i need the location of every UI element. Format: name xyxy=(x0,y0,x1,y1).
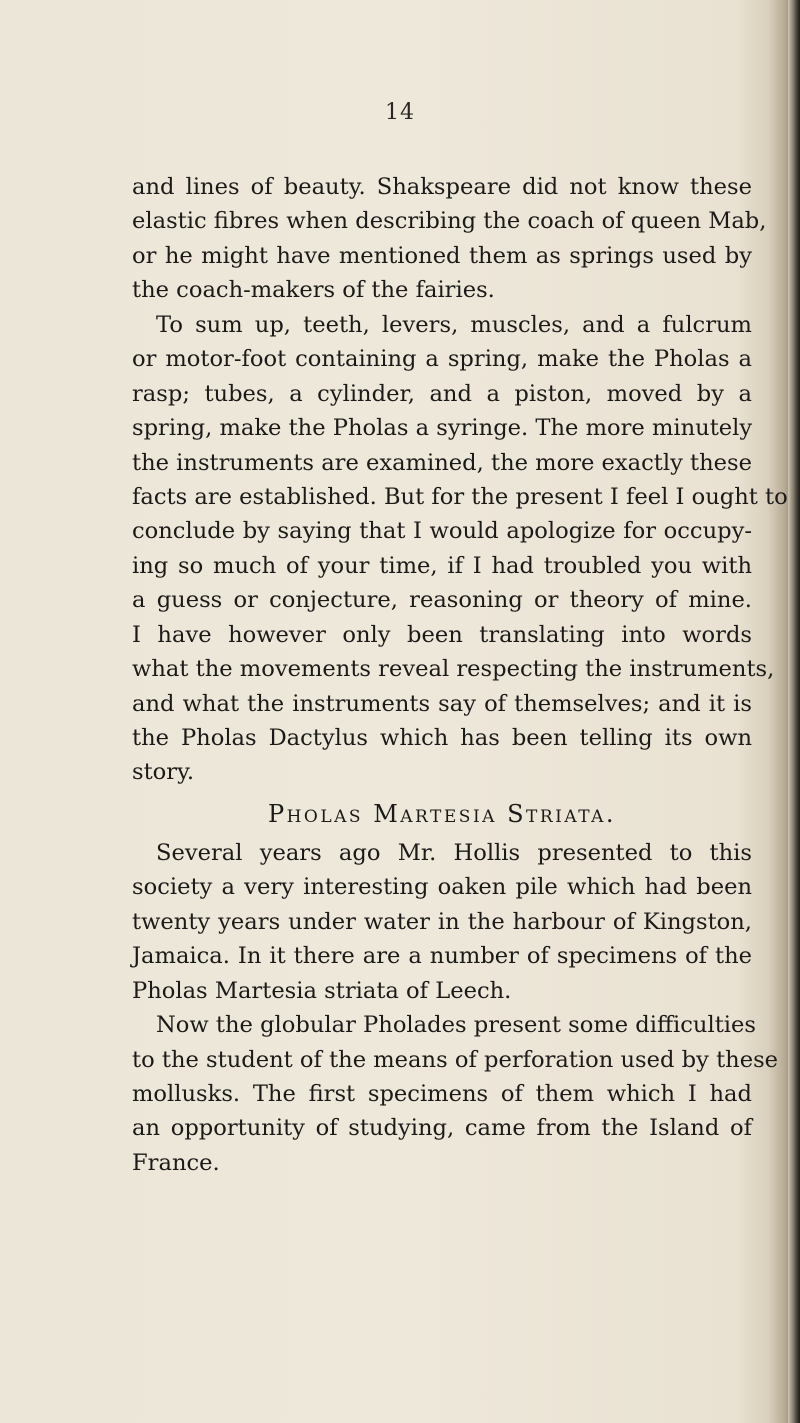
text-line: and what the instruments say of themselves; and it is xyxy=(132,690,752,717)
paragraph xyxy=(132,170,767,308)
text-line: and lines of beauty. Shakspeare did not know these xyxy=(132,174,752,200)
text-line: Jamaica. In it there are a number of specimens of the xyxy=(132,943,752,970)
page-binding-edge xyxy=(788,0,800,1423)
text-line: elastic fibres when describing the coach of queen Mab, xyxy=(132,208,767,235)
text-line: or motor-foot containing a spring, make the Pholas a xyxy=(132,346,752,373)
paragraph xyxy=(132,1008,779,1180)
text-line: ing so much of your time, if I had troubled you with xyxy=(132,552,752,579)
text-line: a guess or conjecture, reasoning or theory of mine. xyxy=(132,587,752,614)
text-line: conclude by saying that I would apologize for occupy- xyxy=(132,518,752,545)
text-line: To sum up, teeth, levers, muscles, and a fulcrum xyxy=(156,311,752,338)
text-line: the Pholas Dactylus which has been telling its own xyxy=(132,725,752,751)
text-line: an opportunity of studying, came from the Island of xyxy=(132,1115,752,1142)
text-line: story. xyxy=(132,759,195,786)
text-line: twenty years under water in the harbour of Kingston, xyxy=(132,908,752,935)
text-line: mollusks. The first specimens of them which I had xyxy=(132,1080,752,1107)
text-line: to the student of the means of perforation used by these xyxy=(132,1046,779,1073)
text-line: what the movements reveal respecting the instruments, xyxy=(132,656,775,683)
text-line: society a very interesting oaken pile which had been xyxy=(132,874,752,901)
text-line: spring, make the Pholas a syringe. The more minutely xyxy=(132,415,753,442)
body-text xyxy=(132,170,788,1180)
text-line: rasp; tubes, a cylinder, and a piston, moved by a xyxy=(132,380,752,407)
paragraph xyxy=(132,836,752,1008)
text-line: Several years ago Mr. Hollis presented to this xyxy=(156,839,752,866)
text-line: facts are established. But for the present I feel I ought to xyxy=(132,483,788,510)
text-line: the coach-makers of the fairies. xyxy=(132,277,495,304)
text-line: France. xyxy=(132,1149,220,1176)
text-line: Pholas Martesia striata of Leech. xyxy=(132,977,512,1004)
text-line: I have however only been translating into words xyxy=(132,621,752,648)
page-number: 14 xyxy=(385,100,415,125)
text-line: Now the globular Pholades present some difficulties xyxy=(156,1012,756,1039)
paragraph xyxy=(132,308,788,790)
section-heading: Pholas Martesia Striata. xyxy=(267,799,617,828)
text-line: or he might have mentioned them as springs used by xyxy=(132,242,752,269)
text-line: the instruments are examined, the more exactly these xyxy=(132,449,753,476)
